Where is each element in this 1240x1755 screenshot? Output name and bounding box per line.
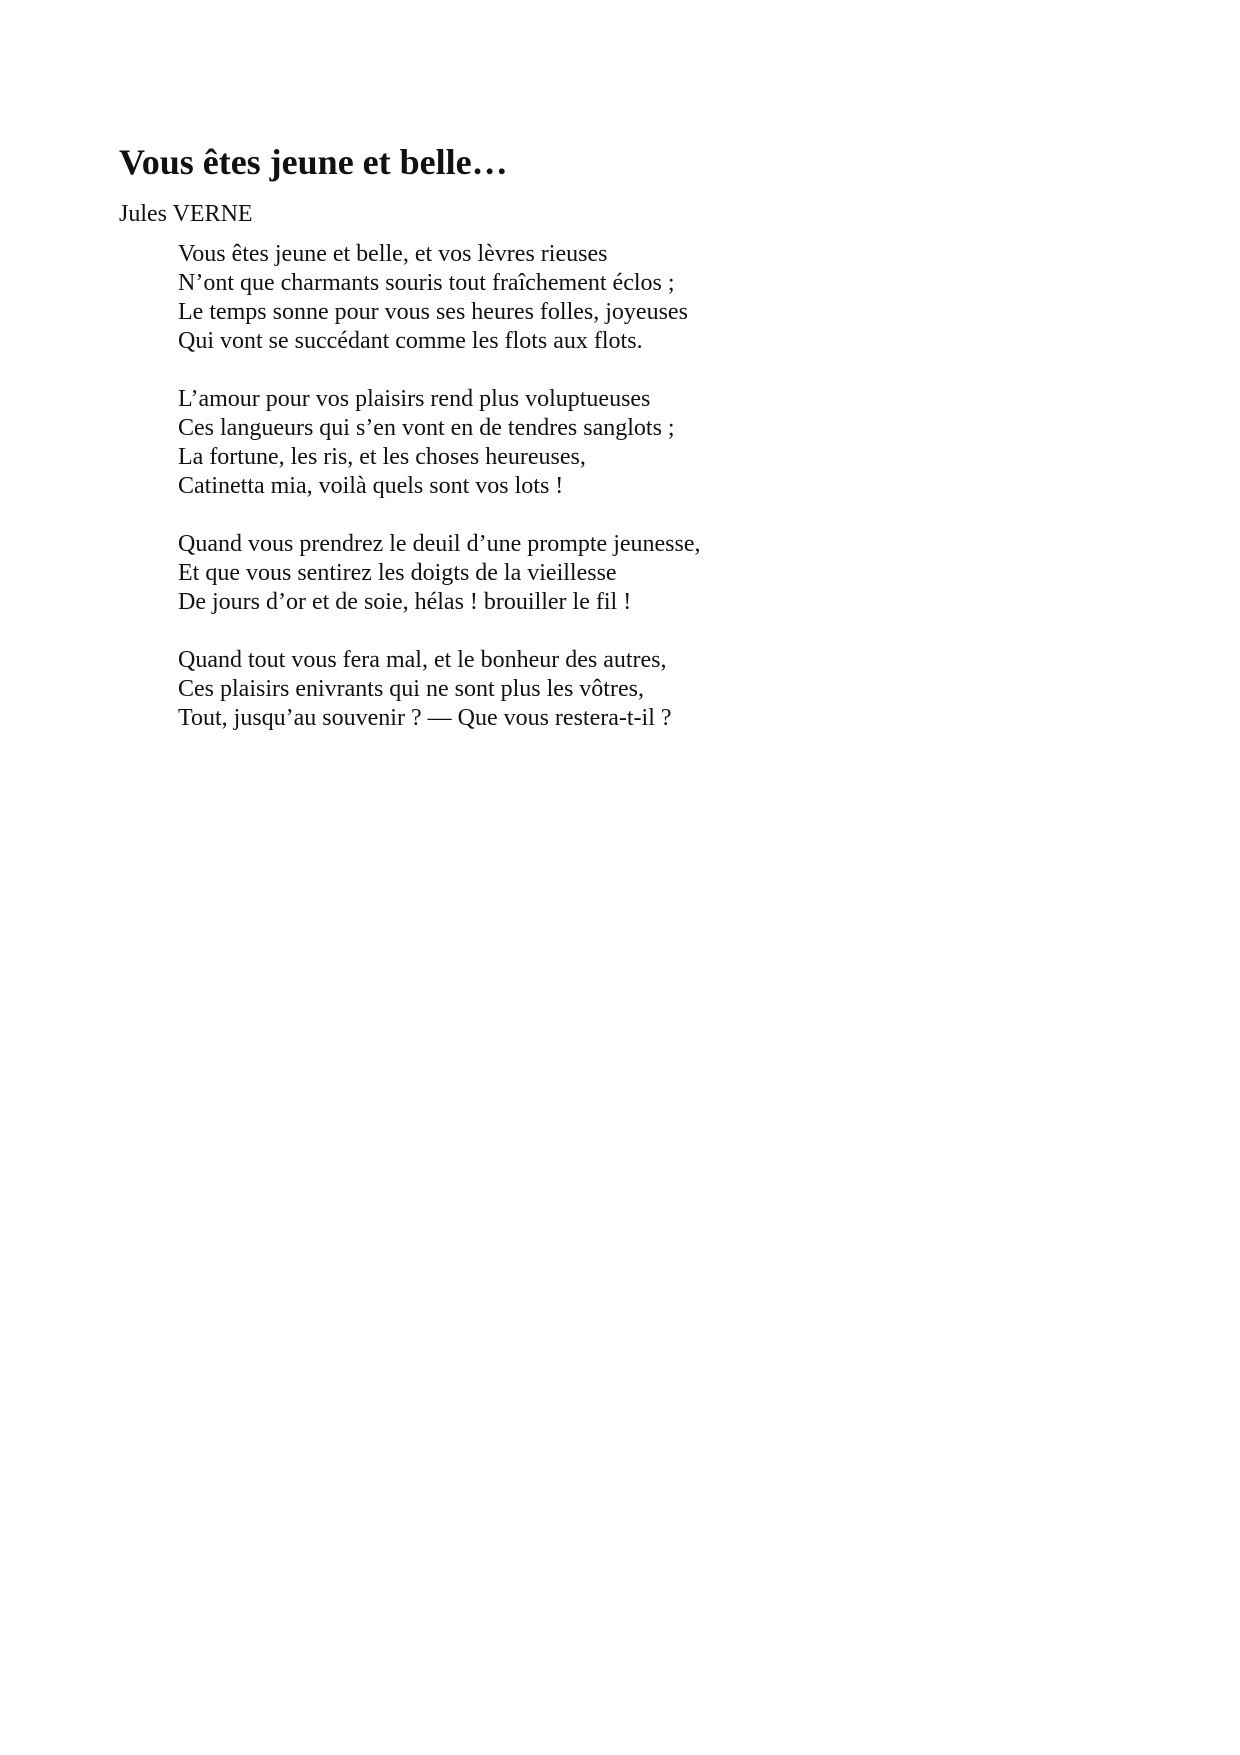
poem-line: Quand vous prendrez le deuil d’une prompte jeunesse,: [178, 531, 701, 557]
poem-line: Quand tout vous fera mal, et le bonheur des autres,: [178, 647, 667, 673]
stanza-2: [178, 385, 1078, 501]
poem-line: Qui vont se succédant comme les flots aux flots.: [178, 328, 643, 354]
stanza-1: [178, 240, 1078, 356]
poem-author: Jules VERNE: [119, 201, 253, 227]
poem-line: N’ont que charmants souris tout fraîchement éclos ;: [178, 270, 675, 296]
poem-line: Ces plaisirs enivrants qui ne sont plus les vôtres,: [178, 676, 644, 702]
poem-line: L’amour pour vos plaisirs rend plus voluptueuses: [178, 386, 651, 412]
poem-line: La fortune, les ris, et les choses heureuses,: [178, 444, 586, 470]
stanza-3: [178, 530, 1078, 617]
poem-line: Catinetta mia, voilà quels sont vos lots !: [178, 473, 564, 499]
stanza-4: [178, 646, 1078, 733]
poem-line: Le temps sonne pour vous ses heures folles, joyeuses: [178, 299, 688, 325]
poem-title: Vous êtes jeune et belle…: [119, 142, 508, 182]
poem-line: Tout, jusqu’au souvenir ? — Que vous restera-t-il ?: [178, 705, 672, 731]
poem-line: Et que vous sentirez les doigts de la vieillesse: [178, 560, 617, 586]
poem-body: [178, 240, 1078, 762]
poem-line: De jours d’or et de soie, hélas ! brouiller le fil !: [178, 589, 632, 615]
poem-line: Vous êtes jeune et belle, et vos lèvres rieuses: [178, 241, 608, 267]
poem-line: Ces langueurs qui s’en vont en de tendres sanglots ;: [178, 415, 675, 441]
